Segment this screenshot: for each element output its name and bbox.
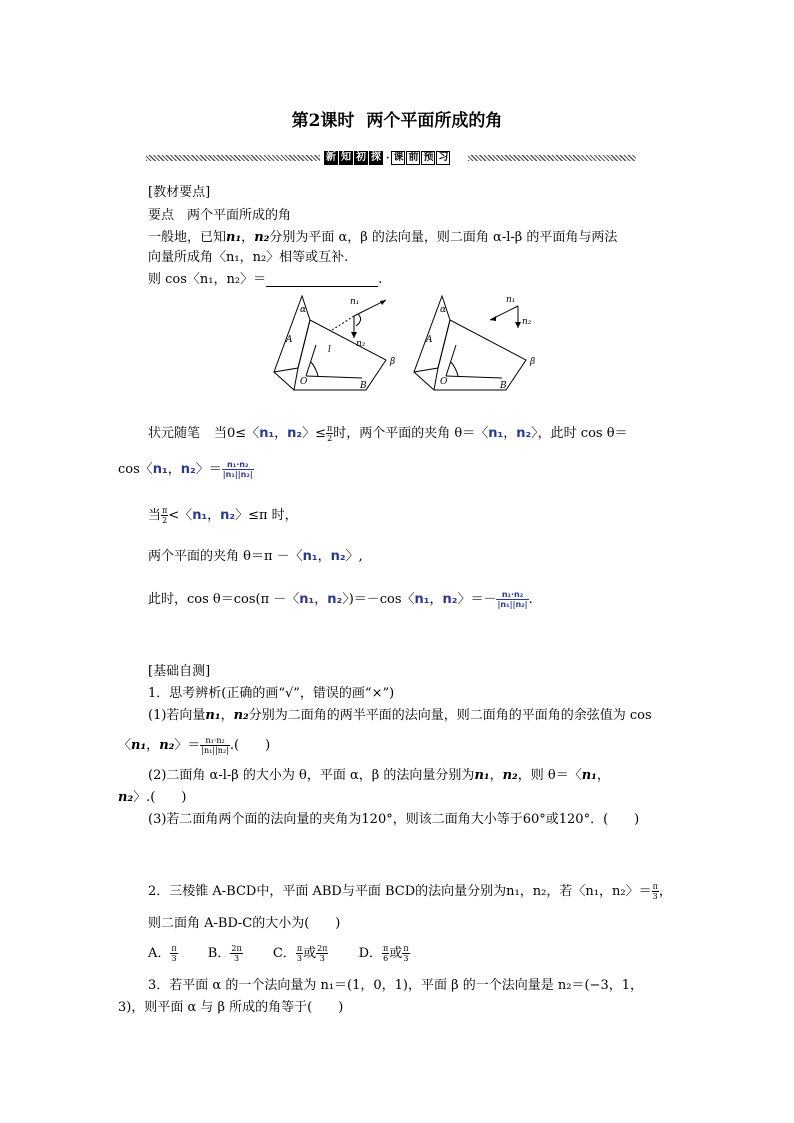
vector-n1: n₁ bbox=[131, 738, 147, 753]
question-1-3: (3)若二面角两个面的法向量的夹角为120°，则该二面角大小等于60°或120°．( ) bbox=[148, 812, 640, 827]
notes-line-2 bbox=[118, 458, 254, 479]
text: 〉＝ bbox=[625, 884, 652, 899]
text: ， bbox=[489, 768, 503, 783]
option-a[interactable] bbox=[148, 946, 178, 961]
text: 〉.( ) bbox=[133, 790, 187, 805]
option-label: A． bbox=[148, 946, 171, 961]
n1-arrowhead bbox=[490, 316, 496, 321]
text: ， bbox=[167, 462, 181, 477]
vector-n1: n₁ bbox=[488, 426, 504, 441]
vector-n2: n₂ bbox=[220, 508, 236, 523]
section-banner bbox=[146, 150, 636, 166]
notes-line-5 bbox=[148, 588, 533, 609]
text: 〉≤ bbox=[302, 426, 327, 441]
frac-den: |n₁||n₂| bbox=[222, 470, 253, 479]
ray-OB bbox=[306, 376, 362, 378]
banner-dot: · bbox=[386, 152, 390, 164]
vector-n2: n₂ bbox=[287, 426, 303, 441]
notes-line-3 bbox=[148, 504, 298, 525]
figure-left bbox=[274, 296, 395, 391]
vector-n2: n₂ bbox=[502, 768, 518, 783]
banner-char: 新 bbox=[326, 152, 336, 163]
vector-n2: n₂ bbox=[442, 592, 458, 607]
text: . bbox=[528, 592, 533, 607]
label-beta: β bbox=[390, 357, 396, 367]
vector-n2: n₂ bbox=[254, 230, 270, 245]
text: 〉≤π 时， bbox=[235, 508, 298, 523]
label-n1: n₁ bbox=[350, 297, 360, 307]
vector-n1: n₁ bbox=[259, 426, 275, 441]
vector-n2: n₂ bbox=[118, 790, 134, 805]
paragraph: 向量所成角〈n₁，n₂〉相等或互补. bbox=[148, 250, 349, 265]
text: 时，两个平面的夹角 θ＝〈 bbox=[333, 426, 489, 441]
dihedral-angle-figure bbox=[270, 290, 560, 398]
text: (1)若向量 bbox=[148, 708, 206, 723]
vector-n2: n₂ bbox=[233, 708, 249, 723]
text: .( ) bbox=[229, 738, 271, 753]
answer-blank[interactable] bbox=[266, 274, 378, 287]
text: ， bbox=[220, 708, 234, 723]
vector-n1: n₁ bbox=[205, 708, 221, 723]
label-A: A bbox=[286, 335, 293, 345]
banner-char: 预 bbox=[423, 152, 434, 163]
ray-OA bbox=[306, 345, 316, 376]
vector-n1: n₁ bbox=[302, 549, 318, 564]
frac-num: 2π bbox=[317, 944, 328, 953]
text: (2)二面角 α‑l‑β 的大小为 θ，平面 α，β 的法向量分别为 bbox=[148, 768, 475, 783]
frac-num: n₁·n₂ bbox=[222, 460, 254, 470]
notes-line-4 bbox=[148, 545, 363, 564]
frac-den: 6 bbox=[383, 954, 389, 963]
text: ， bbox=[429, 592, 443, 607]
vector-n1: n₁ bbox=[585, 884, 599, 899]
frac-num: π bbox=[171, 944, 177, 953]
label-l: l bbox=[328, 345, 331, 355]
page-title bbox=[0, 106, 794, 131]
banner-char: 初 bbox=[356, 152, 366, 163]
banner-stripe-left bbox=[146, 155, 320, 161]
text: 〉)＝－cos〈 bbox=[342, 592, 415, 607]
label-n2: n₂ bbox=[356, 339, 366, 349]
text: ， bbox=[596, 768, 610, 783]
label-beta: β bbox=[530, 357, 536, 367]
text: 一般地，已知 bbox=[148, 230, 227, 245]
question-1-2-cont bbox=[118, 786, 186, 805]
text: 此时，cos θ＝cos(π －〈 bbox=[148, 592, 300, 607]
text: 分别为平面 α，β 的法向量，则二面角 α‑l‑β 的平面角与两法 bbox=[269, 230, 618, 245]
text: 〉＝ bbox=[174, 738, 201, 753]
text: 〉＝－ bbox=[457, 592, 497, 607]
option-label: C． bbox=[272, 946, 296, 961]
n1-dashed bbox=[332, 316, 354, 330]
text: ， bbox=[658, 884, 672, 899]
lesson-number: 第2课时 bbox=[291, 111, 355, 131]
label-A: A bbox=[426, 335, 433, 345]
frac-num: π bbox=[403, 944, 409, 953]
banner-stripe-right bbox=[468, 155, 636, 161]
text: ， bbox=[207, 508, 221, 523]
vector-n2: n₂ bbox=[180, 462, 196, 477]
fraction-pi-over-3 bbox=[652, 882, 659, 901]
question-2-options bbox=[148, 942, 410, 963]
fraction-cos bbox=[496, 590, 528, 609]
option-label: B． bbox=[207, 946, 231, 961]
angle-arc bbox=[451, 362, 458, 376]
frac-num: π bbox=[327, 424, 333, 433]
edge-l bbox=[274, 372, 294, 390]
text: ， bbox=[519, 884, 533, 899]
lesson-topic: 两个平面所成的角 bbox=[366, 111, 503, 131]
question-3-cont: 3)，则平面 α 与 β 所成的角等于( ) bbox=[118, 1000, 344, 1015]
text: cos〈 bbox=[118, 462, 153, 477]
text: ，则 θ＝〈 bbox=[517, 768, 582, 783]
vector-n2: n₂ bbox=[327, 592, 343, 607]
text: ， bbox=[598, 884, 612, 899]
fraction-2pi-over-3 bbox=[316, 944, 328, 963]
fraction-pi-over-3 bbox=[296, 944, 303, 963]
plane-beta bbox=[434, 320, 526, 390]
label-n2: n₂ bbox=[522, 317, 532, 327]
text: 两个平面的夹角 θ＝π －〈 bbox=[148, 549, 303, 564]
frac-den: 3 bbox=[233, 954, 240, 963]
label-n1: n₁ bbox=[506, 295, 516, 305]
frac-den: 3 bbox=[652, 892, 658, 901]
label-B: B bbox=[500, 381, 507, 391]
vector-n1: n₁ bbox=[506, 884, 520, 899]
normal-angle-arc bbox=[356, 314, 361, 326]
option-d[interactable] bbox=[359, 946, 410, 961]
label-alpha: α bbox=[300, 305, 307, 315]
vector-n1: n₁ bbox=[152, 462, 168, 477]
vector-n1: n₁ bbox=[414, 592, 430, 607]
vector-n2: n₂ bbox=[532, 884, 547, 899]
frac-den: |n₁||n₂| bbox=[201, 746, 229, 755]
vector-n2: n₂ bbox=[159, 738, 175, 753]
question-1-1 bbox=[148, 704, 652, 723]
fraction-pi-over-3 bbox=[170, 944, 177, 963]
text: 当0≤〈 bbox=[214, 426, 260, 441]
n2-arrowhead bbox=[515, 322, 521, 328]
text: ，若〈 bbox=[546, 884, 586, 899]
frac-num: π bbox=[652, 882, 658, 891]
n2-arrowhead bbox=[351, 332, 357, 338]
question-2 bbox=[148, 880, 672, 901]
plane-beta bbox=[294, 320, 386, 390]
vector-n1: n₁ bbox=[581, 768, 597, 783]
notes-label: 状元随笔 bbox=[148, 426, 201, 441]
fill-in-line bbox=[148, 268, 382, 287]
label-O: O bbox=[300, 377, 308, 387]
frac-den: 3 bbox=[171, 954, 177, 963]
frac-den: 2 bbox=[162, 516, 168, 525]
vector-n2: n₂ bbox=[330, 549, 346, 564]
text: 〈 bbox=[118, 738, 132, 753]
text: 2．三棱锥 A‑BCD中，平面 ABD与平面 BCD的法向量分别为 bbox=[148, 884, 507, 899]
key-point-label: 要点 两个平面所成的角 bbox=[148, 208, 292, 223]
vector-n1: n₁ bbox=[192, 508, 208, 523]
vector-n2: n₂ bbox=[516, 426, 532, 441]
n1-arrowhead bbox=[380, 300, 386, 305]
question-1-1-cont bbox=[118, 734, 270, 755]
option-label: D． bbox=[358, 946, 383, 961]
edge-l bbox=[414, 372, 434, 390]
banner-char: 探 bbox=[371, 152, 381, 163]
section-heading: [教材要点] bbox=[148, 185, 211, 200]
text: 或 bbox=[303, 946, 317, 961]
frac-den: 3 bbox=[403, 954, 409, 963]
text: ， bbox=[146, 738, 160, 753]
text: ， bbox=[241, 230, 255, 245]
question-2-line-2: 则二面角 A‑BD‑C的大小为( ) bbox=[148, 916, 341, 931]
fraction-cos bbox=[200, 736, 230, 755]
frac-num: n₁·n₂ bbox=[496, 590, 528, 600]
question-3: 3．若平面 α 的一个法向量为 n₁＝(1，0，1)，平面 β 的一个法向量是 n₂＝(−3，1， bbox=[148, 978, 643, 993]
frac-num: 2π bbox=[231, 944, 242, 953]
text: 〉＝ bbox=[195, 462, 222, 477]
text: 〉, bbox=[345, 549, 363, 564]
frac-den: 3 bbox=[296, 954, 302, 963]
vector-n1: n₁ bbox=[226, 230, 242, 245]
banner-char: 前 bbox=[408, 152, 419, 163]
frac-den: 3 bbox=[319, 954, 325, 963]
question-1-2 bbox=[148, 764, 610, 783]
notes-line-1 bbox=[148, 422, 628, 443]
banner-char: 知 bbox=[341, 152, 351, 163]
banner-tag bbox=[324, 151, 451, 165]
fraction-2pi-over-3 bbox=[230, 944, 242, 963]
text: 则 cos〈n₁，n₂〉＝ bbox=[148, 272, 267, 287]
text: 当 bbox=[148, 508, 162, 523]
ray-OB bbox=[446, 376, 502, 378]
section-heading: [基础自测] bbox=[148, 664, 211, 679]
text: <〈 bbox=[168, 508, 193, 523]
fraction-cos bbox=[222, 460, 254, 479]
vector-n1: n₁ bbox=[299, 592, 315, 607]
vector-n2: n₂ bbox=[611, 884, 626, 899]
text: 或 bbox=[389, 946, 403, 961]
paragraph bbox=[148, 226, 617, 245]
text: ， bbox=[317, 549, 331, 564]
frac-num: π bbox=[162, 506, 168, 515]
fraction-pi-over-3 bbox=[402, 944, 409, 963]
ray-OA bbox=[446, 345, 456, 376]
vector-n1: n₁ bbox=[474, 768, 490, 783]
banner-char: 习 bbox=[438, 152, 449, 163]
angle-arc bbox=[311, 362, 318, 376]
text: ， bbox=[314, 592, 328, 607]
frac-num: n₁·n₂ bbox=[200, 736, 230, 746]
text: 〉，此时 cos θ＝ bbox=[531, 426, 628, 441]
text: ， bbox=[503, 426, 517, 441]
option-b[interactable] bbox=[208, 946, 243, 961]
frac-den: |n₁||n₂| bbox=[497, 600, 528, 609]
option-c[interactable] bbox=[273, 946, 329, 961]
label-B: B bbox=[360, 381, 367, 391]
figure-right bbox=[414, 295, 535, 391]
frac-num: π bbox=[296, 944, 303, 953]
text: 分别为二面角的两半平面的法向量，则二面角的平面角的余弦值为 cos bbox=[248, 708, 652, 723]
label-O: O bbox=[440, 377, 448, 387]
banner-char: 课 bbox=[393, 152, 404, 163]
text: ， bbox=[274, 426, 288, 441]
frac-num: π bbox=[383, 944, 389, 953]
text: . bbox=[378, 272, 383, 287]
frac-den: 2 bbox=[327, 434, 333, 443]
question-1: 1．思考辨析(正确的画“√”，错误的画“×”) bbox=[148, 686, 395, 701]
label-alpha: α bbox=[440, 305, 447, 315]
